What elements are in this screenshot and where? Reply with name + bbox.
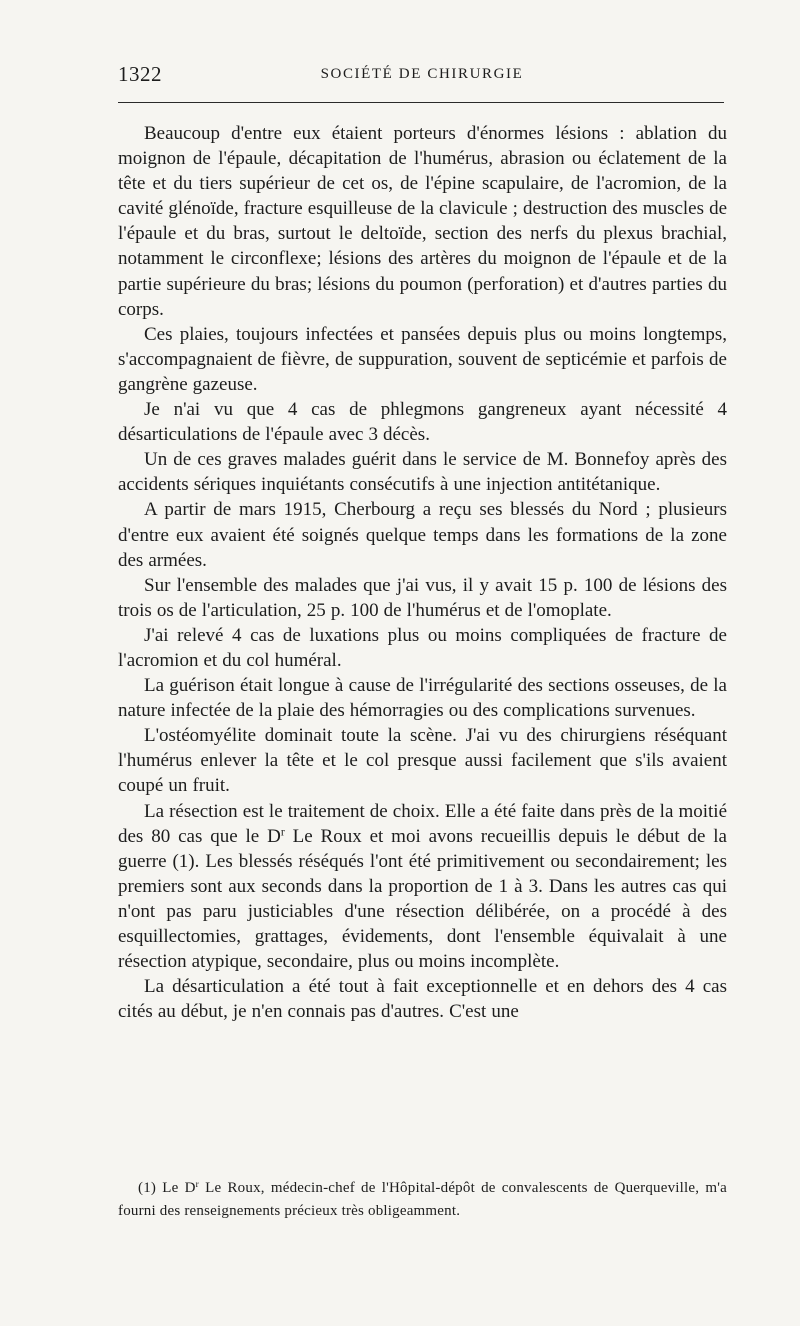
footnote: [118, 1177, 727, 1222]
paragraph: Je n'ai vu que 4 cas de phlegmons gangreneux ayant nécessité 4 désarticulations de l'épaule avec 3 décès.: [118, 399, 727, 446]
resection-paragraph: [118, 799, 727, 975]
paragraph: La désarticulation a été tout à fait exceptionnelle et en dehors des 4 cas cités au début, je n'en connais pas d'autres. C'est une: [118, 976, 727, 1023]
body-text: [118, 121, 727, 1024]
paragraph: J'ai relevé 4 cas de luxations plus ou moins compliquées de fracture de l'acromion et du col huméral.: [118, 624, 727, 671]
paragraph: La guérison était longue à cause de l'irrégularité des sections osseuses, de la nature infectée de la plaie des hémorragies ou des complications survenues.: [118, 675, 727, 722]
paragraph: Ces plaies, toujours infectées et pansées depuis plus ou moins longtemps, s'accompagnaient de fièvre, de suppuration, souvent de septicémie et parfois de gangrène gazeuse.: [118, 323, 727, 395]
doctor-abbrev-sup: r: [280, 825, 285, 839]
footnote-doctor-sup: r: [195, 1179, 199, 1190]
paragraph: Sur l'ensemble des malades que j'ai vus, il y avait 15 p. 100 de lésions des trois os de l'articulation, 25 p. 100 de l'humérus et de l'omoplate.: [118, 574, 727, 621]
page-number: 1322: [118, 62, 162, 86]
running-title: SOCIÉTÉ DE CHIRURGIE: [320, 66, 524, 82]
paragraph: L'ostéomyélite dominait toute la scène. J'ai vu des chirurgiens réséquant l'humérus enlever la tête et le col presque aussi facilement que s'ils avaient coupé un fruit.: [118, 725, 727, 797]
footnote-text: Le Roux, médecin-chef de l'Hôpital-dépôt de convalescents de Querqueville, m'a fourni des renseignements précieux très obligeamment.: [118, 1180, 727, 1219]
paragraph: A partir de mars 1915, Cherbourg a reçu ses blessés du Nord ; plusieurs d'entre eux avaient été soignés quelque temps dans les formations de la zone des armées.: [118, 499, 727, 571]
running-head: [118, 62, 726, 92]
resection-text-end: Le Roux et moi avons recueillis depuis le début de la guerre (1). Les blessés réséqués l'ont été primitivement ou secondairement; les premiers sont aux seconds dans la proportion de 1 à 3. Dans les autres cas qui n'ont pas paru justiciables d'une résection délibérée, on a procédé à des esquillectomies, grattages, évidements, dont l'ensemble équivalait à une résection atypique, secondaire, plus ou moins incomplète.: [118, 825, 727, 973]
resection-text-start: La résection est le traitement de choix. Elle a été faite dans près de la moitié des 80 cas que le D: [118, 800, 727, 847]
paragraph: Beaucoup d'entre eux étaient porteurs d'énormes lésions : ablation du moignon de l'épaule, décapitation de l'humérus, abrasion ou éclatement de la tête et du tiers supérieur de cet os, de l'épine scapulaire, de l'acromion, de la cavité glénoïde, fracture esquilleuse de la clavicule ; destruction des muscles de l'épaule et du bras, surtout le deltoïde, section des nerfs du plexus brachial, notamment le circonflexe; lésions des artères du moignon de l'épaule et de la partie supérieure du bras; lésions du poumon (perforation) et d'autres parties du corps.: [118, 123, 727, 320]
paragraph: Un de ces graves malades guérit dans le service de M. Bonnefoy après des accidents sériques inquiétants consécutifs à une injection antitétanique.: [118, 449, 727, 496]
footnote-marker: (1) Le D: [138, 1180, 196, 1196]
header-rule: [118, 102, 724, 103]
